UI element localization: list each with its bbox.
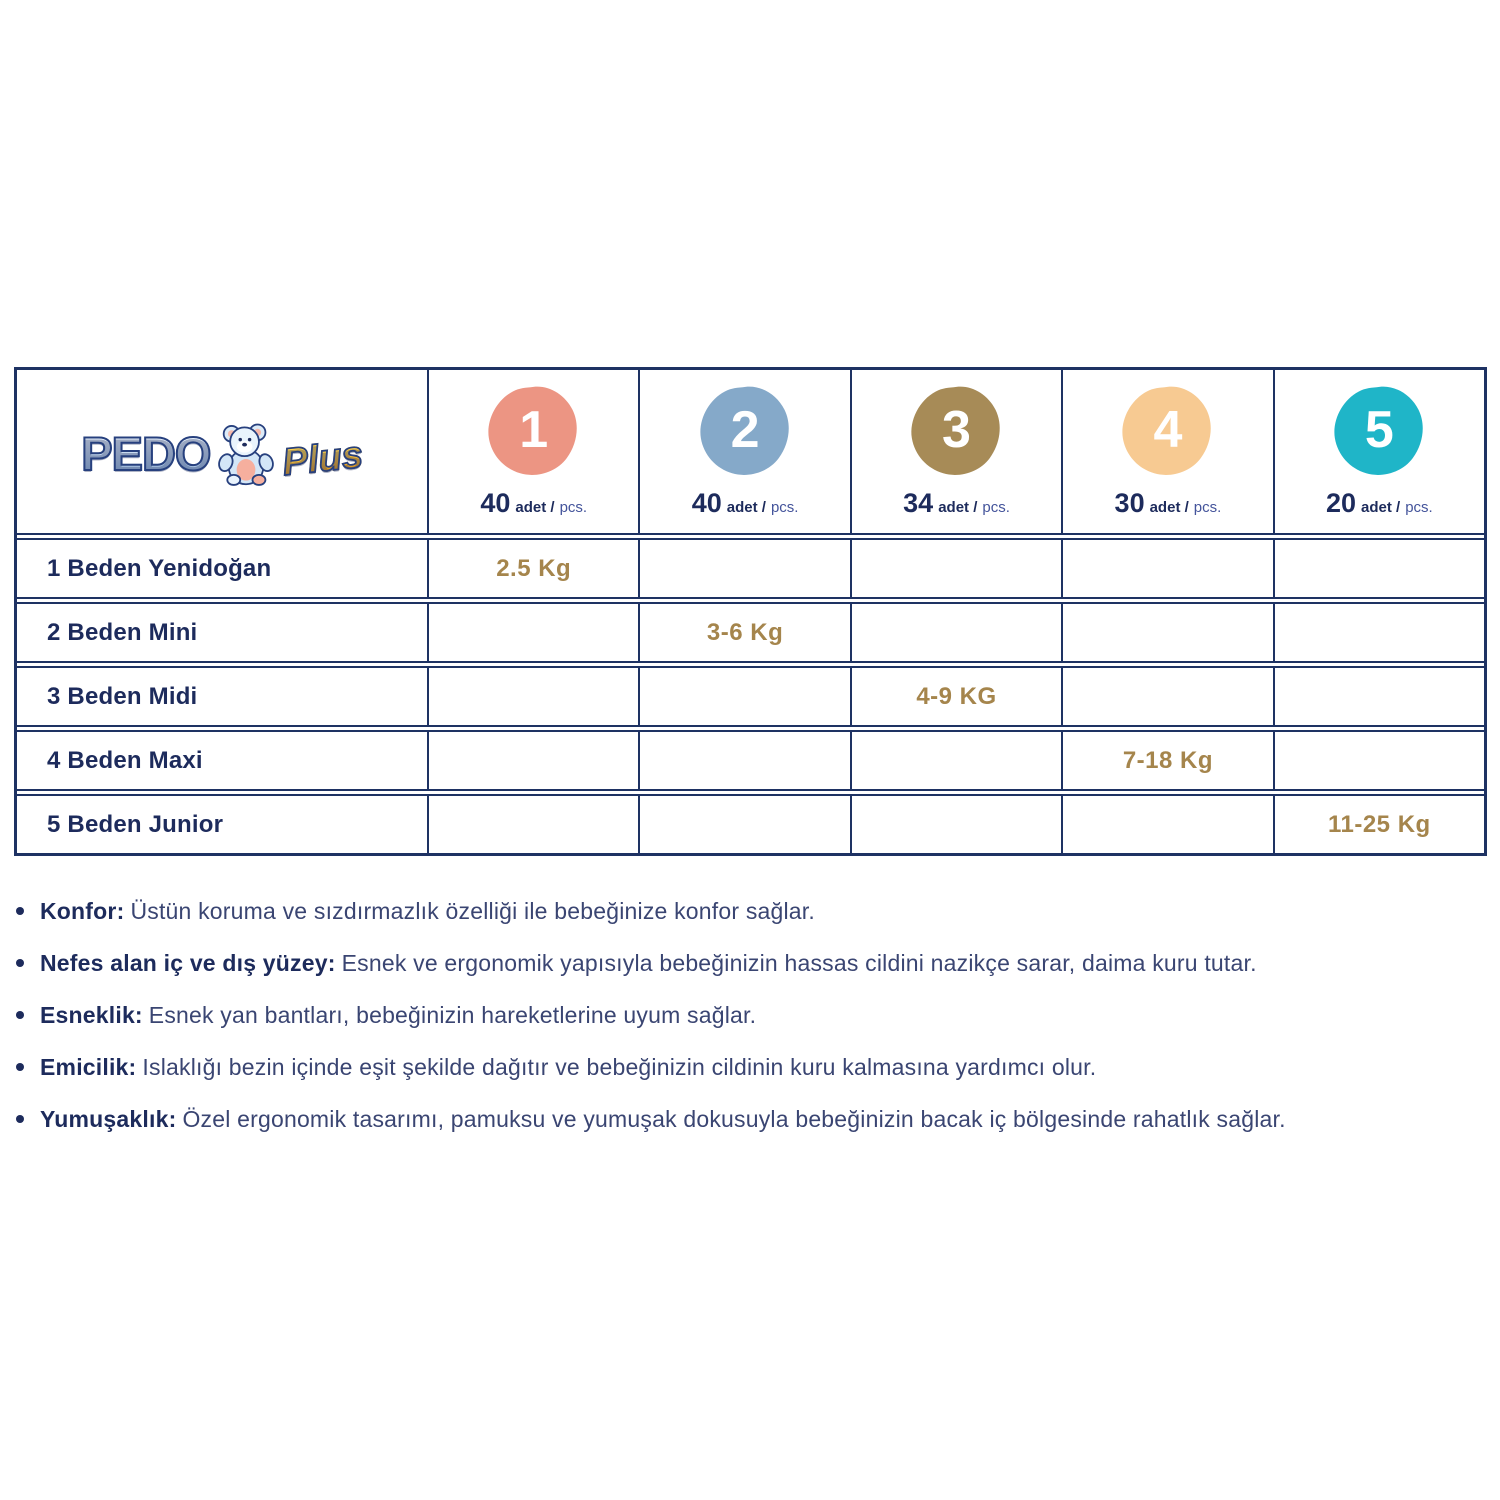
- pack-count: 20 adet / pcs.: [1325, 488, 1433, 518]
- table-cell-empty: [427, 732, 638, 789]
- size-4-blob-icon: 4: [1120, 384, 1215, 479]
- table-cell-empty: [1061, 668, 1272, 725]
- table-cell-empty: [1273, 540, 1484, 597]
- brand-suffix: Plus: [281, 433, 366, 485]
- table-cell-empty: [638, 540, 849, 597]
- feature-description: Islaklığı bezin içinde eşit şekilde dağıtır ve bebeğinizin cildinin kuru kalmasına yardımcı olur.: [142, 1054, 1097, 1080]
- feature-esneklik: [16, 1000, 1486, 1032]
- table-cell-empty: [850, 540, 1061, 597]
- logo-cell: [17, 370, 427, 533]
- size-column-header-4: [1061, 370, 1272, 533]
- feature-description: Üstün koruma ve sızdırmazlık özelliği ile bebeğinize konfor sağlar.: [130, 898, 815, 924]
- table-cell-empty: [850, 604, 1061, 661]
- table-cell-empty: [638, 668, 849, 725]
- size-table: [14, 367, 1487, 856]
- table-cell-empty: [1273, 732, 1484, 789]
- size-5-blob-icon: 5: [1332, 384, 1427, 479]
- feature-title: Nefes alan iç ve dış yüzey:: [40, 950, 336, 976]
- size-column-header-5: [1273, 370, 1484, 533]
- size-2-blob-icon: 2: [698, 384, 793, 479]
- table-row-size-3: [17, 666, 1484, 727]
- table-cell-empty: [427, 668, 638, 725]
- pack-count: 40 adet / pcs.: [691, 488, 799, 518]
- table-cell-empty: [638, 732, 849, 789]
- weight-cell: 4-9 KG: [850, 668, 1061, 725]
- brand-logo: [81, 418, 366, 490]
- weight-cell: 11-25 Kg: [1273, 796, 1484, 853]
- table-cell-empty: [427, 796, 638, 853]
- brand-name: PEDO: [81, 427, 211, 480]
- pack-count: 30 adet / pcs.: [1114, 488, 1222, 518]
- table-row-size-1: [17, 538, 1484, 599]
- feature-description: Esnek yan bantları, bebeğinizin hareketlerine uyum sağlar.: [148, 1002, 757, 1028]
- table-cell-empty: [427, 604, 638, 661]
- table-cell-empty: [1273, 604, 1484, 661]
- feature-konfor: [16, 896, 1486, 928]
- table-row-size-5: [17, 794, 1484, 853]
- feature-yumusaklik: [16, 1104, 1486, 1136]
- weight-cell: 2.5 Kg: [427, 540, 638, 597]
- feature-list: [16, 896, 1486, 1156]
- size-3-blob-icon: 3: [909, 384, 1004, 479]
- table-row-size-2: [17, 602, 1484, 663]
- feature-description: Özel ergonomik tasarımı, pamuksu ve yumuşak dokusuyla bebeğinizin bacak iç bölgesinde rahatlık sağlar.: [182, 1106, 1286, 1132]
- weight-cell: 3-6 Kg: [638, 604, 849, 661]
- bullet-dot-icon: [16, 1063, 24, 1071]
- feature-title: Konfor:: [40, 898, 125, 924]
- table-cell-empty: [638, 796, 849, 853]
- feature-nefes-alan: [16, 948, 1486, 980]
- bullet-dot-icon: [16, 1011, 24, 1019]
- row-label-cell: 2 Beden Mini: [47, 618, 198, 646]
- size-column-header-2: [638, 370, 849, 533]
- table-header-row: [17, 370, 1484, 535]
- pack-count: 40 adet / pcs.: [480, 488, 588, 518]
- row-label-cell: 1 Beden Yenidoğan: [47, 554, 272, 582]
- size-1-blob-icon: 1: [486, 384, 581, 479]
- feature-description: Esnek ve ergonomik yapısıyla bebeğinizin hassas cildini nazikçe sarar, daima kuru tutar.: [341, 950, 1257, 976]
- teddy-bear-icon: [210, 418, 282, 490]
- table-row-size-4: [17, 730, 1484, 791]
- size-column-header-1: [427, 370, 638, 533]
- bullet-dot-icon: [16, 907, 24, 915]
- feature-title: Emicilik:: [40, 1054, 137, 1080]
- feature-title: Yumuşaklık:: [40, 1106, 177, 1132]
- weight-cell: 7-18 Kg: [1061, 732, 1272, 789]
- bullet-dot-icon: [16, 959, 24, 967]
- feature-emicilik: [16, 1052, 1486, 1084]
- table-cell-empty: [850, 732, 1061, 789]
- row-label-cell: 5 Beden Junior: [47, 810, 224, 838]
- table-cell-empty: [1061, 604, 1272, 661]
- row-label-cell: 3 Beden Midi: [47, 682, 198, 710]
- bullet-dot-icon: [16, 1115, 24, 1123]
- size-column-header-3: [850, 370, 1061, 533]
- table-cell-empty: [1061, 540, 1272, 597]
- table-cell-empty: [850, 796, 1061, 853]
- pack-count: 34 adet / pcs.: [903, 488, 1010, 518]
- table-cell-empty: [1273, 668, 1484, 725]
- row-label-cell: 4 Beden Maxi: [47, 746, 203, 774]
- table-cell-empty: [1061, 796, 1272, 853]
- feature-title: Esneklik:: [40, 1002, 143, 1028]
